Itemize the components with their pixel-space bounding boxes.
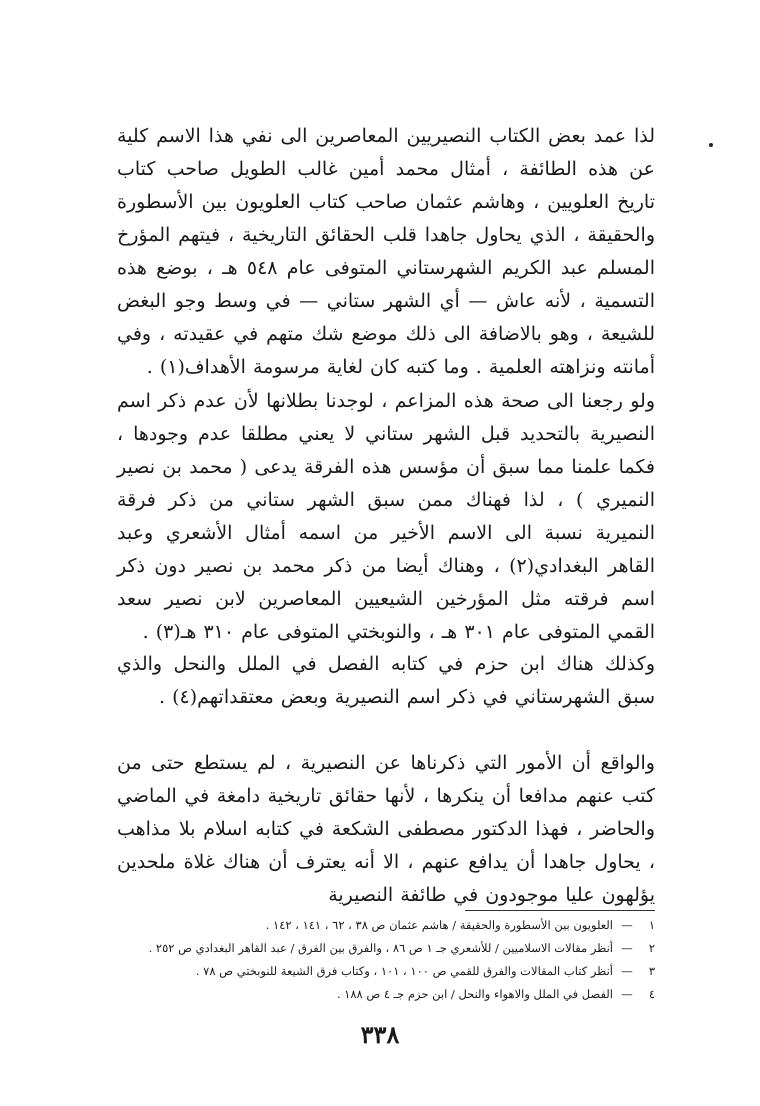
footnote-divider: [465, 910, 655, 911]
paragraph-4: والواقع أن الأمور التي ذكرناها عن النصيرية ، لم يستطع حتى من كتب عنهم مدافعا أن ينكرها ، لأنها حقائق تاريخية دامغة في الماضي والحاضر ، فهذا الدكتور مصطفى الشكعة في كتابه اسلام بلا مذاهب ، يحاول جاهدا أن يدافع عنهم ، الا أنه يعترف أن هناك غلاة ملحدين يؤلهون عليا موجودون في طائفة النصيرية: [117, 752, 655, 906]
paragraph-1: لذا عمد بعض الكتاب النصيريين المعاصرين الى نفي هذا الاسم كلية عن هذه الطائفة ، أمثال محمد أمين غالب الطويل صاحب كتاب تاريخ العلويين ، وهاشم عثمان صاحب كتاب العلويون بين الأسطورة والحقيقة ، الذي يحاول جاهدا قلب الحقائق التاريخية ، فيتهم المؤرخ المسلم عبد الكريم الشهرستاني المتوفى عام ٥٤٨ هـ ، بوضع هذه التسمية ، لأنه عاش — أي الشهر ستاني — في وسط وجو البغض للشيعة ، وهو بالاضافة الى ذلك موضع شك متهم في عقيدته ، وفي أمانته ونزاهته العلمية . وما كتبه كان لغاية مرسومة الأهداف(١) .: [117, 125, 655, 378]
paragraph-2: ولو رجعنا الى صحة هذه المزاعم ، لوجدنا بطلانها لأن عدم ذكر اسم النصيرية بالتحديد قبل الشهر ستاني لا يعني مطلقا عدم وجودها ، فكما علمنا مما سبق أن مؤسس هذه الفرقة يدعى ( محمد بن نصير النميري ) ، لذا فهناك ممن سبق الشهر ستاني من ذكر فرقة النميرية نسبة الى الاسم الأخير من اسمه أمثال الأشعري وعبد القاهر البغدادي(٢) ، وهناك أيضا من ذكر محمد بن نصير دون ذكر اسم فرقته مثل المؤرخين الشيعيين المعاصرين لابن نصير سعد القمي المتوفى عام ٣٠١ هـ ، والنوبختي المتوفى عام ٣١٠ هـ(٣) .: [117, 390, 655, 643]
footnote-dash: —: [621, 918, 633, 932]
footnote-dash: —: [621, 941, 633, 955]
footnote-text: أنظر مقالات الاسلاميين / للأشعري جـ ١ ص ٨٦ ، والفرق بين الفرق / عبد القاهر البغدادي ص ٢٥٢ .: [148, 941, 613, 955]
footnote-item: [107, 983, 655, 1006]
footnote-number: ١: [648, 918, 655, 932]
footnote-item: [107, 937, 655, 960]
page-speck: [709, 143, 713, 147]
footnotes: [107, 914, 655, 1006]
footnote-item: [107, 914, 655, 937]
page-number: ٣٣٨: [360, 1020, 400, 1049]
footnote-number: ٣: [648, 964, 655, 978]
footnote-number: ٤: [648, 987, 655, 1001]
footnote-dash: —: [621, 987, 633, 1001]
footnote-text: أنظر كتاب المقالات والفرق للقمي ص ١٠٠ ، ١٠١ ، وكتاب فرق الشيعة للنوبختي ص ٧٨ .: [195, 964, 613, 978]
footnote-dash: —: [621, 964, 633, 978]
paragraph-3: وكذلك هناك ابن حزم في كتابه الفصل في الملل والنحل والذي سبق الشهرستاني في ذكر اسم النصيرية وبعض معتقداتهم(٤) .: [117, 653, 655, 708]
footnote-item: [107, 960, 655, 983]
footnote-number: ٢: [648, 941, 655, 955]
footnote-text: الفصل في الملل والاهواء والنحل / ابن حزم جـ ٤ ص ١٨٨ .: [336, 987, 613, 1001]
footnote-text: العلويون بين الأسطورة والحقيقة / هاشم عثمان ص ٣٨ ، ٦٢ ، ١٤١ ، ١٤٢ .: [265, 918, 613, 932]
